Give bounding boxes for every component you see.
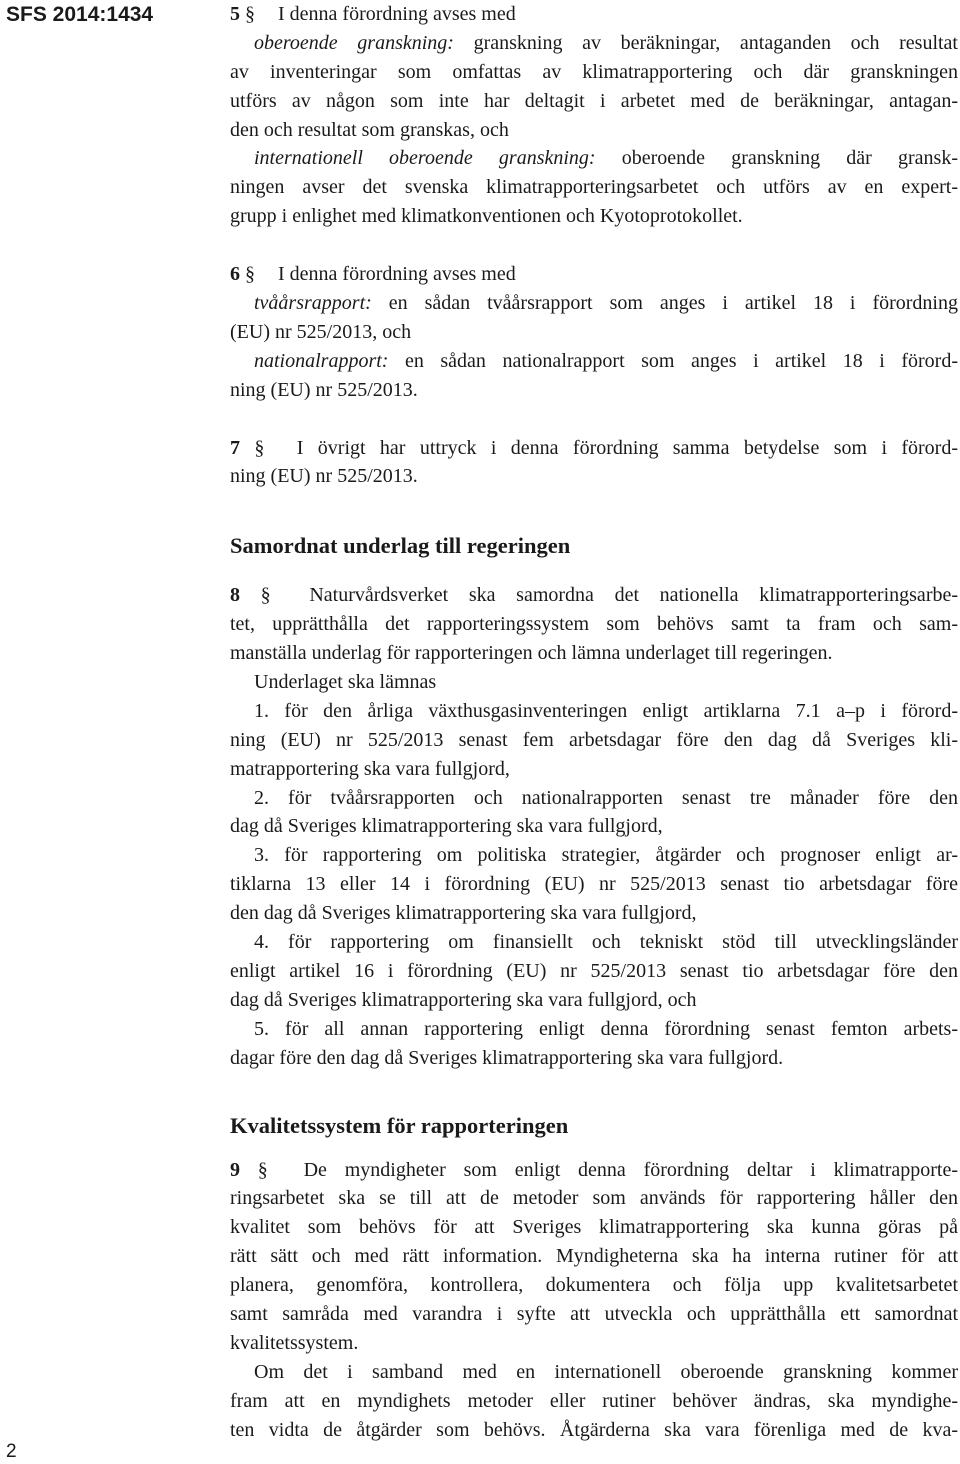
- heading-kvalitetssystem: Kvalitetssystem för rapporteringen: [230, 1112, 569, 1138]
- text-line: den och resultat som granskas, och: [230, 118, 509, 141]
- text-line: ning (EU) nr 525/2013.: [230, 465, 418, 488]
- list-item-2: 2. för tvåårsrapporten och nationalrapporten senast tre månader före den: [254, 786, 958, 809]
- section-5-line-1: 5 § I denna förordning avses med: [230, 3, 516, 25]
- section-7: [230, 434, 958, 492]
- text-line: samt samråda med varandra i syfte att utveckla och upprätthålla ett samordnat: [230, 1302, 958, 1325]
- text-line: rätt sätt och med rätt information. Myndigheterna ska ha interna rutiner för att: [230, 1245, 958, 1268]
- definition-line: internationell oberoende granskning: oberoende granskning där gransk-: [254, 147, 958, 170]
- section-7-line-1: 7 § I övrigt har uttryck i denna förordning samma betydelse som i förord-: [230, 436, 959, 459]
- text-line: planera, genomföra, kontrollera, dokumentera och följa upp kvalitetsarbetet: [230, 1274, 958, 1297]
- text-line: grupp i enlighet med klimatkonventionen och Kyotoprotokollet.: [230, 205, 743, 228]
- text-line: dag då Sveriges klimatrapportering ska vara fullgjord,: [230, 815, 663, 838]
- text-line: enligt artikel 16 i förordning (EU) nr 525/2013 senast tio arbetsdagar före den: [230, 959, 958, 982]
- definition-line: tvåårsrapport: en sådan tvåårsrapport som anges i artikel 18 i förordning: [254, 292, 958, 315]
- text-line: ringsarbetet ska se till att de metoder som används för rapportering håller den: [230, 1187, 958, 1210]
- section-8-line-1: 8 § Naturvårdsverket ska samordna det nationella klimatrapporteringsarbe-: [230, 584, 959, 607]
- text-line: ningen avser det svenska klimatrapporteringsarbetet och utförs av en expert-: [230, 176, 958, 199]
- section-sign: §: [257, 1158, 268, 1181]
- section-8: [230, 581, 958, 1072]
- list-item-3: 3. för rapportering om politiska strategier, åtgärder och prognoser enligt ar-: [254, 844, 958, 867]
- defined-term: tvåårsrapport:: [254, 292, 372, 315]
- text-line: tet, upprätthålla det rapporteringssystem som behövs samt ta fram och sam-: [230, 613, 958, 636]
- text-line: matrapportering ska vara fullgjord,: [230, 757, 510, 780]
- definition-line: oberoende granskning: granskning av beräkningar, antaganden och resultat: [254, 31, 958, 54]
- document-body: [230, 0, 958, 1444]
- sfs-number: SFS 2014:1434: [6, 3, 154, 26]
- section-5: [230, 0, 958, 231]
- text-line: dag då Sveriges klimatrapportering ska vara fullgjord, och: [230, 988, 697, 1011]
- heading-samordnat-underlag: Samordnat underlag till regeringen: [230, 533, 571, 559]
- text-line: (EU) nr 525/2013, och: [230, 320, 412, 343]
- text-line: av inventeringar som omfattas av klimatrapportering och där granskningen: [230, 60, 958, 83]
- section-9-line-1: 9 § De myndigheter som enligt denna förordning deltar i klimatrapporte-: [230, 1158, 959, 1181]
- text-line: tiklarna 13 eller 14 i förordning (EU) nr 525/2013 senast tio arbetsdagar före: [230, 873, 958, 896]
- section-sign: §: [245, 263, 255, 286]
- text-line: utförs av någon som inte har deltagit i arbetet med de beräkningar, antagan-: [230, 89, 958, 112]
- section-6: [230, 260, 958, 404]
- section-sign: §: [254, 436, 265, 459]
- text-line: Underlaget ska lämnas: [254, 671, 437, 694]
- list-item-1: 1. för den årliga växthusgasinventeringen enligt artiklarna 7.1 a–p i förord-: [254, 699, 958, 722]
- defined-term: oberoende granskning:: [254, 31, 454, 54]
- text-line: manställa underlag för rapporteringen och lämna underlaget till regeringen.: [230, 642, 833, 665]
- text-line: kvalitet som behövs för att Sveriges klimatrapportering ska kunna göras på: [230, 1216, 958, 1239]
- list-item-4: 4. för rapportering om finansiellt och tekniskt stöd till utvecklingsländer: [254, 931, 958, 954]
- text-line: Om det i samband med en internationell oberoende granskning kommer: [254, 1360, 958, 1383]
- text-line: ning (EU) nr 525/2013.: [230, 378, 418, 401]
- page-number: 2: [6, 1441, 17, 1462]
- definition-line: nationalrapport: en sådan nationalrapport som anges i artikel 18 i förord-: [254, 349, 959, 372]
- text-line: den dag då Sveriges klimatrapportering ska vara fullgjord,: [230, 902, 697, 925]
- section-9: [230, 1156, 958, 1445]
- defined-term: nationalrapport:: [254, 349, 389, 372]
- list-item-5: 5. för all annan rapportering enligt denna förordning senast femton arbets-: [254, 1017, 958, 1040]
- text-line: ning (EU) nr 525/2013 senast fem arbetsdagar före den dag då Sveriges kli-: [230, 728, 958, 751]
- section-number: 6: [230, 263, 240, 286]
- text-line: dagar före den dag då Sveriges klimatrapportering ska vara fullgjord.: [230, 1046, 784, 1069]
- section-number: 7: [230, 436, 240, 459]
- text-line: ten vidta de åtgärder som behövs. Åtgärderna ska vara förenliga med de kva-: [230, 1418, 958, 1441]
- defined-term: internationell oberoende granskning:: [254, 147, 596, 170]
- section-number: 8: [230, 584, 240, 607]
- section-number: 9: [230, 1158, 240, 1181]
- text-line: fram att en myndighets metoder eller rutiner behöver ändras, ska myndighe-: [230, 1389, 958, 1412]
- section-number: 5: [230, 3, 240, 25]
- text-line: kvalitetssystem.: [230, 1331, 359, 1354]
- section-sign: §: [245, 3, 255, 25]
- section-sign: §: [260, 584, 271, 607]
- section-6-line-1: 6 § I denna förordning avses med: [230, 263, 516, 286]
